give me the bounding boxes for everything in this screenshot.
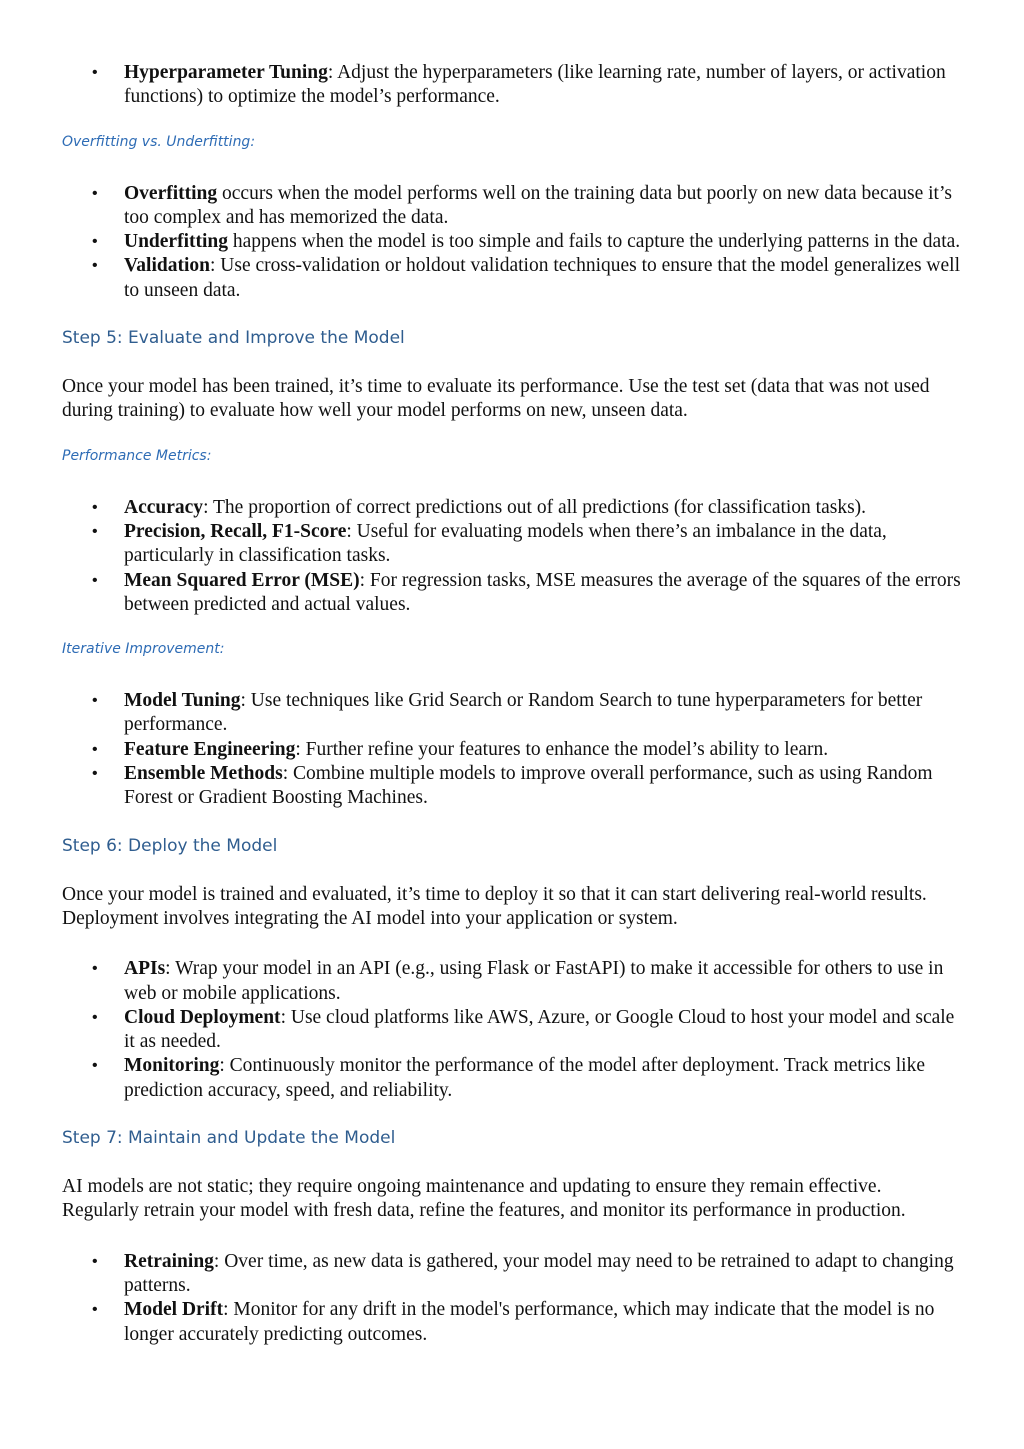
list-item: [124, 762, 962, 811]
list-item: [124, 957, 962, 1006]
list-item: [124, 1298, 962, 1347]
list-item-text: : Over time, as new data is gathered, your model may need to be retrained to adapt to changing patterns.: [124, 1250, 954, 1296]
list-item: [124, 738, 962, 762]
list-item-text: : Wrap your model in an API (e.g., using Flask or FastAPI) to make it accessible for others to use in web or mobile applications.: [124, 958, 944, 1004]
list-item-term: Monitoring: [124, 1055, 220, 1077]
list-item-term: APIs: [124, 958, 166, 980]
list-item-text: : Adjust the hyperparameters (like learning rate, number of layers, or activation functions) to optimize the model’s performance.: [124, 62, 946, 108]
list-item: [124, 569, 962, 618]
list-item-text: : Combine multiple models to improve overall performance, such as using Random Forest or Gradient Boosting Machines.: [124, 763, 933, 809]
list-item: [124, 61, 962, 110]
step5-heading: Step 5: Evaluate and Improve the Model: [62, 328, 405, 349]
step7-intro: AI models are not static; they require ongoing maintenance and updating to ensure they remain effective. Regularly retrain your model with fresh data, refine the features, and monitor its performance in production.: [62, 1176, 906, 1222]
list-item-text: : Continuously monitor the performance of the model after deployment. Track metrics like prediction accuracy, speed, and reliability.: [124, 1055, 925, 1101]
improvement-subheading: Iterative Improvement:: [62, 641, 225, 658]
step5-intro: Once your model has been trained, it’s time to evaluate its performance. Use the test set (data that was not used during training) to evaluate how well your model performs on new, unseen data.: [62, 376, 930, 422]
list-item: [124, 1006, 962, 1055]
list-item: [124, 230, 962, 254]
list-item-term: Precision, Recall, F1-Score: [124, 520, 347, 542]
list-item-term: Cloud Deployment: [124, 1006, 281, 1028]
list-item-term: Feature Engineering: [124, 738, 296, 760]
list-item-term: Model Tuning: [124, 690, 241, 712]
list-item-text: : For regression tasks, MSE measures the average of the squares of the errors between predicted and actual values.: [124, 569, 961, 615]
step6-heading: Step 6: Deploy the Model: [62, 835, 278, 856]
deployment-list: [62, 957, 962, 1103]
list-item-text: : Further refine your features to enhance the model’s ability to learn.: [295, 738, 829, 760]
list-item-text: : The proportion of correct predictions out of all predictions (for classification tasks).: [203, 496, 867, 518]
list-item-term: Accuracy: [124, 496, 204, 518]
list-item: [124, 1250, 962, 1299]
list-item-term: Validation: [124, 255, 210, 277]
list-item-term: Underfitting: [124, 231, 228, 253]
list-item-text: occurs when the model performs well on the training data but poorly on new data because it’s too complex and has memorized the data.: [124, 182, 952, 228]
list-item: [124, 1054, 962, 1103]
list-item-term: Ensemble Methods: [124, 763, 283, 785]
list-item-text: : Use cloud platforms like AWS, Azure, or Google Cloud to host your model and scale it as needed.: [124, 1006, 955, 1053]
metrics-subheading: Performance Metrics:: [62, 447, 212, 464]
list-item-term: Overfitting: [124, 182, 218, 204]
improvement-list: [62, 689, 962, 810]
list-item-text: : Use cross-validation or holdout validation techniques to ensure that the model generalizes well to unseen data.: [124, 255, 960, 301]
list-item-text: : Useful for evaluating models when there’s an imbalance in the data, particularly in classification tasks.: [124, 520, 887, 567]
maintenance-list: [62, 1250, 962, 1347]
list-item: [124, 254, 962, 303]
overfitting-subheading: Overfitting vs. Underfitting:: [62, 133, 256, 150]
list-item-text: : Use techniques like Grid Search or Random Search to tune hyperparameters for better performance.: [124, 690, 923, 736]
overfitting-list: [62, 182, 962, 303]
list-item-text: happens when the model is too simple and fails to capture the underlying patterns in the data.: [228, 231, 961, 253]
list-item-term: Hyperparameter Tuning: [124, 62, 328, 83]
metrics-list: [62, 496, 962, 617]
hyperparameter-list: [62, 61, 962, 110]
step6-intro: Once your model is trained and evaluated, it’s time to deploy it so that it can start delivering real-world results. Deployment involves integrating the AI model into your application or system.: [62, 883, 927, 929]
list-item: [124, 182, 962, 231]
step7-heading: Step 7: Maintain and Update the Model: [62, 1128, 396, 1149]
list-item: [124, 689, 962, 738]
list-item: [124, 496, 962, 520]
list-item: [124, 520, 962, 569]
list-item-term: Mean Squared Error (MSE): [124, 569, 360, 591]
list-item-text: : Monitor for any drift in the model's performance, which may indicate that the model is no longer accurately predicting outcomes.: [124, 1299, 935, 1345]
list-item-term: Model Drift: [124, 1299, 224, 1321]
list-item-term: Retraining: [124, 1250, 214, 1272]
